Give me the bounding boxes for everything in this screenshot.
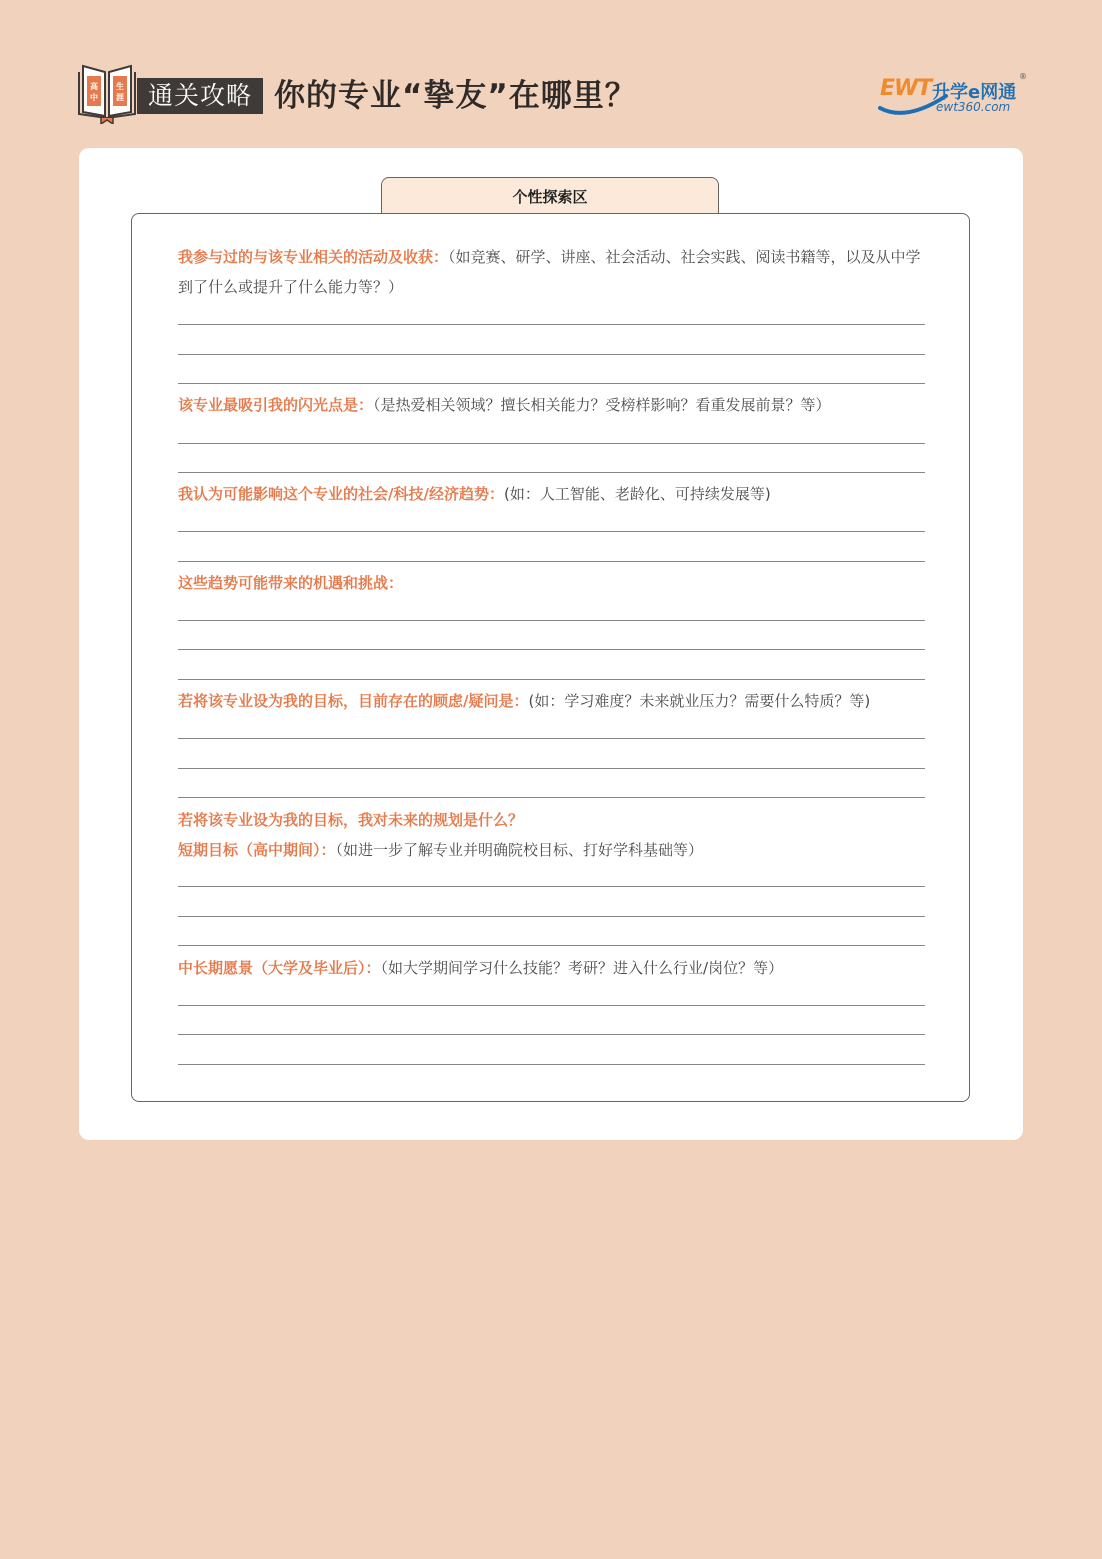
question-label: 短期目标（高中期间）： [178, 841, 336, 859]
logo-registered-mark: ® [1019, 72, 1027, 81]
question-hint: （如进一步了解专业并明确院校目标、打好学科基础等） [335, 841, 704, 859]
answer-line[interactable] [178, 324, 925, 325]
answer-line[interactable] [178, 561, 925, 562]
answer-line[interactable] [178, 916, 925, 917]
question-hint: (如：人工智能、老龄化、可持续发展等) [503, 485, 771, 503]
question-plan [178, 805, 928, 835]
question-label: 若将该专业设为我的目标，目前存在的顾虑/疑问是： [178, 692, 529, 710]
question-label: 该专业最吸引我的闪光点是： [178, 396, 374, 414]
answer-line[interactable] [178, 531, 925, 532]
question-hint: （是热爱相关领域？擅长相关能力？受榜样影响？看重发展前景？等） [373, 396, 831, 414]
worksheet-box [131, 213, 970, 1102]
question-short-term [178, 835, 928, 865]
answer-line[interactable] [178, 1064, 925, 1065]
answer-line[interactable] [178, 945, 925, 946]
answer-line[interactable] [178, 1005, 925, 1006]
answer-line[interactable] [178, 768, 925, 769]
answer-line[interactable] [178, 738, 925, 739]
card-tab-title: 个性探索区 [381, 177, 719, 213]
question-label: 中长期愿景（大学及毕业后）： [178, 959, 381, 977]
question-label: 这些趋势可能带来的机遇和挑战： [178, 574, 404, 592]
question-trends [178, 479, 928, 509]
answer-line[interactable] [178, 443, 925, 444]
exploration-card [79, 148, 1023, 1140]
answer-line[interactable] [178, 620, 925, 621]
svg-text:中: 中 [90, 93, 98, 102]
question-label: 若将该专业设为我的目标，我对未来的规划是什么？ [178, 811, 524, 829]
question-label: 我认为可能影响这个专业的社会/科技/经济趋势： [178, 485, 504, 503]
answer-line[interactable] [178, 472, 925, 473]
book-icon-text: 高 [90, 82, 98, 91]
page-title: 你的专业“挚友”在哪里？ [274, 78, 637, 114]
answer-line[interactable] [178, 383, 925, 384]
page-header [0, 0, 1102, 140]
logo-ewt-text: EWT [880, 76, 932, 101]
question-hint: （如大学期间学习什么技能？考研？进入什么行业/岗位？等） [380, 959, 784, 977]
question-hint: （如竞赛、研学、讲座、社会活动、社会实践、阅读书籍等，以及从中学到了什么或提升了什么能力等？） [178, 248, 921, 296]
question-highlight [178, 390, 928, 420]
logo-url-text: ewt360.com [936, 100, 1011, 114]
question-hint: (如：学习难度？未来就业压力？需要什么特质？等) [528, 692, 871, 710]
book-icon [77, 62, 137, 124]
answer-line[interactable] [178, 797, 925, 798]
answer-line[interactable] [178, 1034, 925, 1035]
question-opportunities [178, 568, 928, 598]
answer-line[interactable] [178, 679, 925, 680]
svg-text:涯: 涯 [116, 93, 124, 102]
svg-text:生: 生 [116, 82, 124, 91]
answer-line[interactable] [178, 649, 925, 650]
question-concerns [178, 686, 928, 716]
question-long-term [178, 953, 928, 983]
answer-line[interactable] [178, 354, 925, 355]
logo-cn-text: 升学e网通 [932, 82, 1017, 103]
question-label: 我参与过的与该专业相关的活动及收获： [178, 248, 449, 266]
question-activities [178, 242, 928, 302]
section-tag: 通关攻略 [137, 78, 263, 114]
answer-line[interactable] [178, 886, 925, 887]
ewt-logo [876, 72, 1028, 120]
